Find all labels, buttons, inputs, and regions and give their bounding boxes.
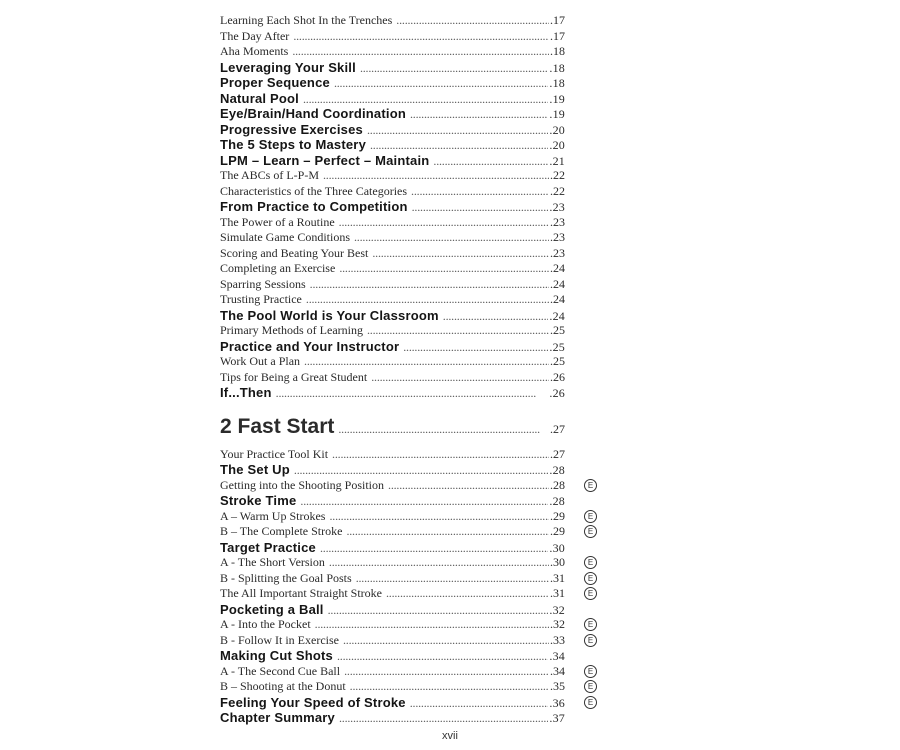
toc-entry-title: The Power of a Routine <box>220 214 335 229</box>
chapter-page-number: .27 <box>550 421 565 436</box>
toc-entry-title: Characteristics of the Three Categories <box>220 183 408 198</box>
toc-entry <box>220 354 565 370</box>
dot-leader <box>410 696 549 712</box>
dot-leader <box>350 679 549 695</box>
toc-entry-title: Practice and Your Instructor <box>220 338 400 354</box>
toc-entry <box>220 122 565 138</box>
dot-leader <box>412 200 549 216</box>
toc-entry <box>220 586 594 602</box>
toc-entry-title: If...Then <box>220 385 272 400</box>
toc-entry-title: Completing an Exercise <box>220 261 336 275</box>
dot-leader <box>388 478 549 494</box>
toc-entry-title: Feeling Your Speed of Stroke <box>220 694 406 710</box>
toc-entry-page-number: .34 <box>549 649 565 663</box>
toc-entry-page-number: .31 <box>550 586 565 600</box>
toc-entry-page-number: .29 <box>550 524 565 538</box>
toc-entry-page-number: .17 <box>550 13 565 27</box>
toc-entry <box>220 540 565 556</box>
toc-entry <box>220 524 594 540</box>
toc-entry <box>220 91 565 107</box>
page-folio: xvii <box>442 730 458 742</box>
dot-leader <box>310 277 549 293</box>
toc-entry <box>220 184 565 200</box>
toc-entry-page-number: .28 <box>550 477 565 492</box>
toc-entry-page-number: .19 <box>549 107 565 121</box>
toc-entry <box>220 215 565 231</box>
toc-entry-page-number: .23 <box>550 214 565 229</box>
dot-leader <box>411 184 549 200</box>
dot-leader <box>329 555 549 571</box>
toc-entry <box>220 602 565 618</box>
toc-entry-page-number: .35 <box>550 679 565 693</box>
toc-entry-page-number: .20 <box>549 138 565 152</box>
toc-entry <box>220 385 565 401</box>
toc-entry-page-number: .21 <box>549 153 565 168</box>
dot-leader <box>403 340 548 356</box>
toc-entry-page-number: .27 <box>550 446 565 461</box>
toc-entry-page-number: .25 <box>549 339 565 354</box>
toc-entry-title: Progressive Exercises <box>220 121 363 137</box>
toc-entry <box>220 679 594 695</box>
exercise-marker-icon: E <box>584 525 597 538</box>
toc-entry-page-number: .36 <box>549 695 565 710</box>
toc-entry-title: A - Into the Pocket <box>220 617 311 631</box>
toc-entry <box>220 493 565 509</box>
toc-entry <box>220 106 565 122</box>
exercise-marker-icon: E <box>584 696 597 709</box>
table-of-contents <box>220 13 594 726</box>
toc-entry-title: Your Practice Tool Kit <box>220 446 329 461</box>
dot-leader <box>304 354 549 370</box>
dot-leader <box>334 76 548 92</box>
dot-leader <box>343 633 549 649</box>
dot-leader <box>371 370 549 386</box>
toc-entry <box>220 617 594 633</box>
toc-entry-page-number: .24 <box>549 308 565 323</box>
toc-entry <box>220 60 565 76</box>
toc-entry-title: The Set Up <box>220 462 290 477</box>
dot-leader <box>332 447 549 463</box>
toc-entry-page-number: .18 <box>549 76 565 90</box>
chapter-heading <box>220 415 565 443</box>
toc-entry <box>220 29 565 45</box>
toc-entry-page-number: .23 <box>550 230 565 244</box>
toc-entry-page-number: .18 <box>549 60 565 75</box>
toc-entry-title: Sparring Sessions <box>220 276 306 291</box>
toc-entry-title: Primary Methods of Learning <box>220 323 363 337</box>
toc-entry-page-number: .26 <box>550 369 565 384</box>
toc-entry <box>220 632 594 649</box>
toc-section-continued <box>220 13 565 401</box>
dot-leader <box>386 586 549 602</box>
toc-entry <box>220 261 565 277</box>
toc-entry <box>220 168 565 184</box>
exercise-marker-icon: E <box>584 510 597 523</box>
toc-entry-page-number: .19 <box>549 91 565 106</box>
toc-entry <box>220 137 565 153</box>
dot-leader <box>329 509 549 525</box>
toc-entry <box>220 323 565 339</box>
toc-entry-page-number: .31 <box>550 570 565 585</box>
toc-entry <box>220 370 565 386</box>
dot-leader <box>346 524 549 540</box>
toc-entry-page-number: .20 <box>549 122 565 137</box>
dot-leader <box>396 13 549 29</box>
toc-entry-page-number: .23 <box>549 200 565 214</box>
toc-entry-page-number: .24 <box>550 261 565 275</box>
toc-entry-page-number: .25 <box>550 354 565 368</box>
toc-entry <box>220 447 565 463</box>
toc-entry-page-number: .30 <box>550 555 565 569</box>
dot-leader <box>306 292 549 308</box>
toc-entry-title: A – Warm Up Strokes <box>220 508 326 523</box>
toc-entry <box>220 153 565 169</box>
toc-entry-page-number: .26 <box>549 386 565 400</box>
toc-entry-page-number: .22 <box>550 168 565 182</box>
toc-entry-title: Stroke Time <box>220 493 297 508</box>
toc-entry <box>220 308 565 324</box>
toc-entry <box>220 462 565 478</box>
toc-entry-title: The Pool World is Your Classroom <box>220 307 439 323</box>
dot-leader <box>367 123 548 139</box>
toc-entry-title: Simulate Game Conditions <box>220 230 350 244</box>
toc-entry-page-number: .29 <box>550 508 565 523</box>
toc-entry-title: Proper Sequence <box>220 75 330 90</box>
toc-entry-page-number: .30 <box>549 540 565 555</box>
toc-entry <box>220 663 594 680</box>
dot-leader <box>337 649 548 665</box>
toc-entry-page-number: .18 <box>550 44 565 58</box>
toc-entry-title: B - Splitting the Goal Posts <box>220 570 352 585</box>
toc-entry-title: Leveraging Your Skill <box>220 59 356 75</box>
toc-entry-page-number: .23 <box>550 245 565 260</box>
toc-entry-title: From Practice to Competition <box>220 199 408 214</box>
toc-entry-title: A - The Short Version <box>220 555 325 569</box>
toc-entry-title: Scoring and Beating Your Best <box>220 245 369 260</box>
toc-entry <box>220 339 565 355</box>
dot-leader <box>354 230 549 246</box>
toc-entry-page-number: .32 <box>550 617 565 631</box>
toc-entry-title: Tips for Being a Great Student <box>220 369 368 384</box>
exercise-marker-icon: E <box>584 479 597 492</box>
toc-entry-page-number: .24 <box>550 276 565 291</box>
toc-chapter-2-entries <box>220 446 594 726</box>
exercise-marker-icon: E <box>584 618 597 631</box>
dot-leader <box>372 246 549 262</box>
toc-entry-title: Pocketing a Ball <box>220 601 324 617</box>
toc-entry-page-number: .24 <box>550 292 565 306</box>
toc-entry-page-number: .33 <box>550 632 565 647</box>
toc-entry <box>220 75 565 91</box>
exercise-marker-icon: E <box>584 634 597 647</box>
toc-entry <box>220 570 594 587</box>
dot-leader <box>410 107 548 123</box>
toc-entry-title: B – Shooting at the Donut <box>220 679 346 693</box>
exercise-marker-icon: E <box>584 587 597 600</box>
dot-leader <box>367 323 549 339</box>
toc-entry-page-number: .25 <box>550 323 565 337</box>
toc-entry-title: Trusting Practice <box>220 292 302 306</box>
toc-entry-page-number: .28 <box>549 494 565 508</box>
dot-leader <box>339 261 549 277</box>
toc-entry <box>220 246 565 262</box>
toc-entry <box>220 477 594 494</box>
exercise-marker-icon: E <box>584 572 597 585</box>
toc-entry <box>220 277 565 293</box>
toc-entry-title: The Day After <box>220 28 290 43</box>
dot-leader <box>344 664 549 680</box>
toc-entry-title: Work Out a Plan <box>220 354 301 368</box>
toc-entry <box>220 13 565 29</box>
dot-leader <box>300 494 548 510</box>
toc-entry <box>220 44 565 60</box>
toc-entry-title: Aha Moments <box>220 44 289 58</box>
toc-entry-title: Learning Each Shot In the Trenches <box>220 13 393 27</box>
dot-leader <box>443 309 549 325</box>
toc-entry <box>220 710 565 726</box>
dot-leader <box>315 617 549 633</box>
toc-entry <box>220 292 565 308</box>
dot-leader <box>293 29 549 45</box>
dot-leader <box>356 571 549 587</box>
dot-leader <box>338 422 550 437</box>
dot-leader <box>433 154 548 170</box>
toc-entry <box>220 694 594 711</box>
dot-leader <box>294 463 548 479</box>
toc-entry-title: LPM – Learn – Perfect – Maintain <box>220 152 430 168</box>
toc-entry-page-number: .37 <box>549 711 565 725</box>
toc-entry-title: B - Follow It in Exercise <box>220 632 339 647</box>
exercise-marker-icon: E <box>584 680 597 693</box>
dot-leader <box>303 92 548 108</box>
toc-entry <box>220 508 594 525</box>
dot-leader <box>323 168 549 184</box>
dot-leader <box>339 215 549 231</box>
toc-entry-page-number: .28 <box>549 463 565 477</box>
toc-entry-title: Eye/Brain/Hand Coordination <box>220 106 406 121</box>
toc-entry-page-number: .17 <box>550 28 565 43</box>
toc-entry-title: Chapter Summary <box>220 710 335 725</box>
toc-entry-title: The ABCs of L-P-M <box>220 168 319 182</box>
toc-entry-title: A - The Second Cue Ball <box>220 663 341 678</box>
toc-entry-page-number: .32 <box>549 602 565 617</box>
toc-entry-title: Natural Pool <box>220 90 299 106</box>
toc-entry-page-number: .34 <box>550 663 565 678</box>
dot-leader <box>292 44 549 60</box>
toc-entry-title: B – The Complete Stroke <box>220 524 343 538</box>
exercise-marker-icon: E <box>584 556 597 569</box>
toc-entry <box>220 648 565 664</box>
chapter-title: 2 Fast Start <box>220 414 335 438</box>
dot-leader <box>339 711 548 727</box>
dot-leader <box>320 541 548 557</box>
dot-leader <box>360 61 548 77</box>
toc-entry-page-number: .22 <box>550 183 565 198</box>
toc-entry <box>220 199 565 215</box>
toc-entry-title: The All Important Straight Stroke <box>220 586 382 600</box>
dot-leader <box>328 603 549 619</box>
toc-entry <box>220 555 594 571</box>
dot-leader <box>276 386 549 402</box>
exercise-marker-icon: E <box>584 665 597 678</box>
toc-entry-title: Target Practice <box>220 539 316 555</box>
toc-entry-title: Making Cut Shots <box>220 648 333 663</box>
toc-entry-title: The 5 Steps to Mastery <box>220 137 366 152</box>
dot-leader <box>370 138 548 154</box>
toc-entry-title: Getting into the Shooting Position <box>220 477 385 492</box>
toc-entry <box>220 230 565 246</box>
